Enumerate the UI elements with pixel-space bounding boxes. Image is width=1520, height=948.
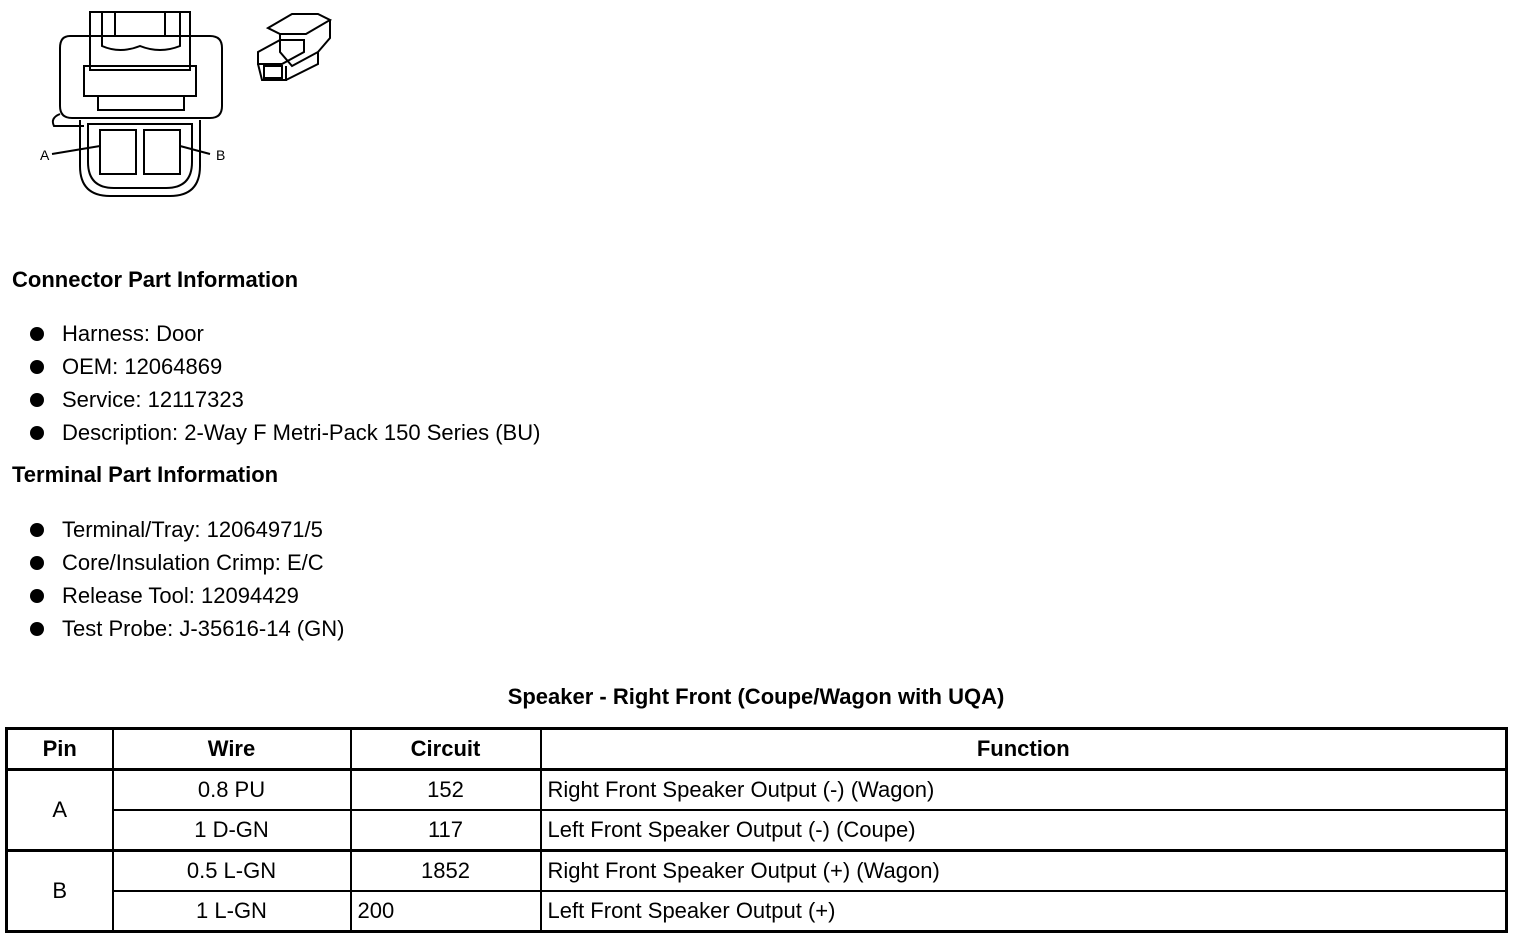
list-item: [30, 350, 540, 383]
connector-part-item: Service: 12117323: [62, 386, 244, 412]
table-row: [7, 770, 1507, 811]
bullet-icon: [30, 622, 44, 636]
wire-cell: 1 L-GN: [113, 891, 351, 932]
circuit-cell: 117: [351, 810, 541, 851]
wire-cell: 0.5 L-GN: [113, 851, 351, 892]
connector-diagram: [30, 6, 370, 206]
terminal-part-list: [30, 513, 344, 645]
terminal-part-item: Release Tool: 12094429: [62, 582, 299, 608]
table-title: Speaker - Right Front (Coupe/Wagon with UQA): [507, 684, 1005, 709]
terminal-part-item: Core/Insulation Crimp: E/C: [62, 549, 324, 575]
list-item: [30, 383, 540, 416]
bullet-icon: [30, 426, 44, 440]
pinout-table: [5, 727, 1508, 933]
bullet-icon: [30, 556, 44, 570]
list-item: [30, 579, 344, 612]
terminal-part-item: Terminal/Tray: 12064971/5: [62, 516, 323, 542]
wire-cell: 1 D-GN: [113, 810, 351, 851]
pin-cell: A: [7, 770, 113, 851]
header-pin: Pin: [7, 729, 113, 770]
wire-cell: 0.8 PU: [113, 770, 351, 811]
table-row: [7, 891, 1507, 932]
header-wire: Wire: [113, 729, 351, 770]
pin-cell: B: [7, 851, 113, 932]
pin-label-a: A: [40, 147, 50, 163]
circuit-cell: 1852: [351, 851, 541, 892]
header-function: Function: [541, 729, 1507, 770]
table-row: [7, 810, 1507, 851]
circuit-cell: 152: [351, 770, 541, 811]
table-header-row: [7, 729, 1507, 770]
bullet-icon: [30, 393, 44, 407]
list-item: [30, 546, 344, 579]
terminal-part-item: Test Probe: J-35616-14 (GN): [62, 615, 345, 641]
function-cell: Left Front Speaker Output (+): [541, 891, 1507, 932]
list-item: [30, 416, 540, 449]
connector-part-heading: Connector Part Information: [12, 267, 299, 292]
table-row: [7, 851, 1507, 892]
bullet-icon: [30, 589, 44, 603]
list-item: [30, 513, 344, 546]
bullet-icon: [30, 360, 44, 374]
header-circuit: Circuit: [351, 729, 541, 770]
function-cell: Left Front Speaker Output (-) (Coupe): [541, 810, 1507, 851]
bullet-icon: [30, 327, 44, 341]
connector-part-item: Harness: Door: [62, 320, 204, 346]
connector-part-item: OEM: 12064869: [62, 353, 223, 379]
circuit-cell: 200: [351, 891, 541, 932]
pin-label-b: B: [216, 147, 226, 163]
list-item: [30, 612, 344, 645]
list-item: [30, 317, 540, 350]
connector-part-item: Description: 2-Way F Metri-Pack 150 Series (BU): [62, 419, 541, 445]
function-cell: Right Front Speaker Output (-) (Wagon): [541, 770, 1507, 811]
connector-part-list: [30, 317, 540, 449]
function-cell: Right Front Speaker Output (+) (Wagon): [541, 851, 1507, 892]
terminal-part-heading: Terminal Part Information: [12, 462, 279, 487]
bullet-icon: [30, 523, 44, 537]
